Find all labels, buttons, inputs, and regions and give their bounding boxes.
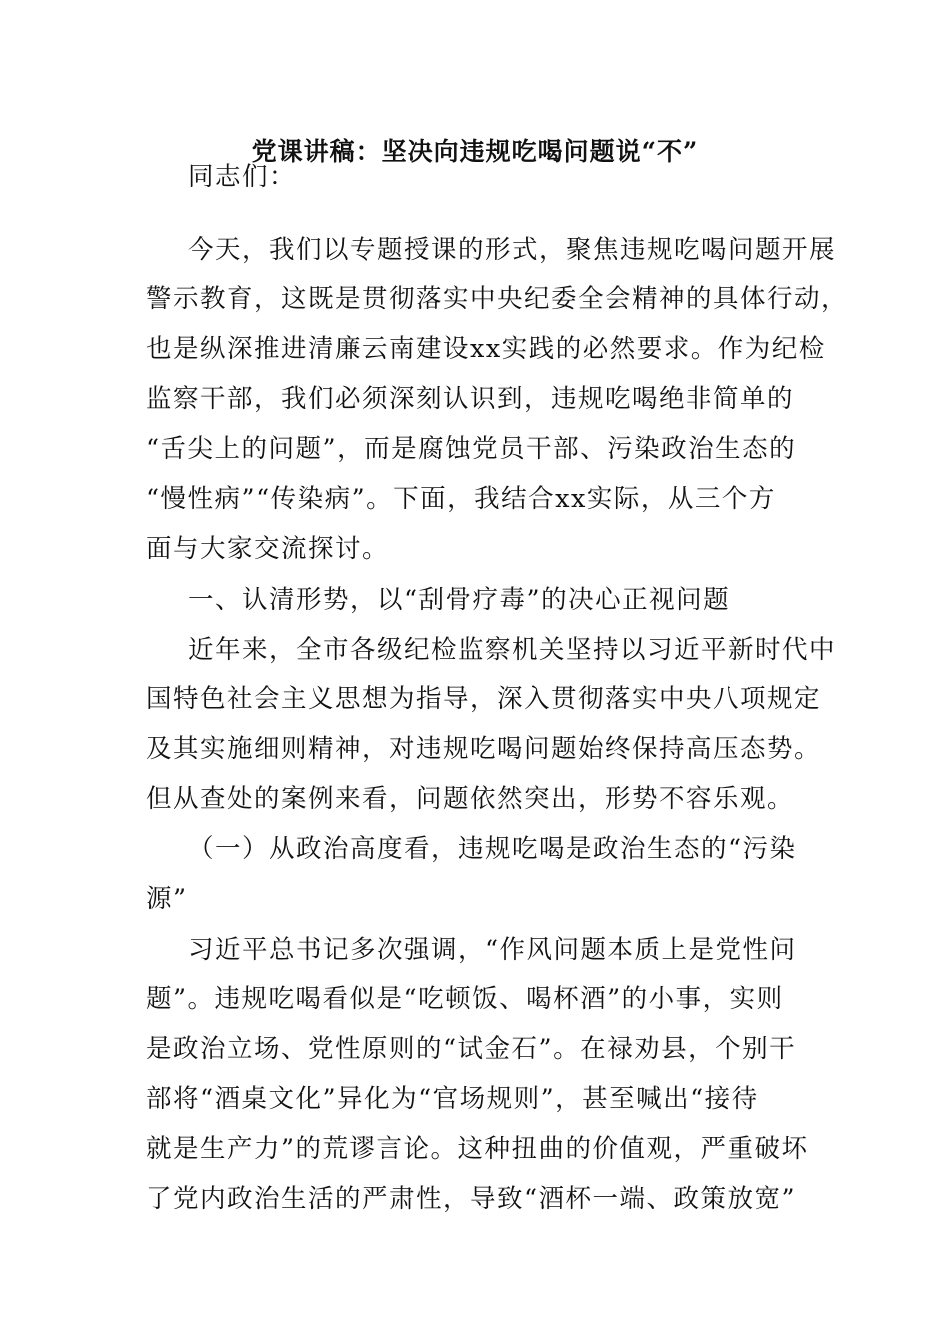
paragraph-line: 就是生产力”的荒谬言论。这种扭曲的价值观，严重破坏 (146, 1134, 809, 1164)
paragraph-line: 及其实施细则精神，对违规吃喝问题始终保持高压态势。 (146, 734, 822, 764)
paragraph-line: 题”。违规吃喝看似是“吃顿饭、喝杯酒”的小事，实则 (146, 984, 784, 1014)
paragraph-line: 警示教育，这既是贯彻落实中央纪委全会精神的具体行动， (146, 284, 849, 314)
paragraph-line: 但从查处的案例来看，问题依然突出，形势不容乐观。 (146, 784, 795, 814)
paragraph-line: 面与大家交流探讨。 (146, 534, 390, 564)
subsection-heading: （一）从政治高度看，违规吃喝是政治生态的“污染 (188, 834, 797, 864)
paragraph-line: 监察干部，我们必须深刻认识到，违规吃喝绝非简单的 (146, 384, 795, 414)
paragraph-line: “舌尖上的问题”，而是腐蚀党员干部、污染政治生态的 (146, 434, 797, 464)
paragraph-line: 部将“酒桌文化”异化为“官场规则”，甚至喊出“接待 (146, 1084, 759, 1114)
section-heading: 一、认清形势，以“刮骨疗毒”的决心正视问题 (188, 585, 731, 615)
salutation-line: 同志们： (188, 162, 297, 192)
paragraph-line: 国特色社会主义思想为指导，深入贯彻落实中央八项规定 (146, 684, 822, 714)
paragraph-line: 是政治立场、党性原则的“试金石”。在禄劝县，个别干 (146, 1034, 797, 1064)
document-title: 党课讲稿：坚决向违规吃喝问题说“不” (251, 137, 699, 166)
paragraph-line: 习近平总书记多次强调，“作风问题本质上是党性问 (188, 935, 797, 965)
paragraph-line: 今天，我们以专题授课的形式，聚焦违规吃喝问题开展 (188, 235, 837, 265)
paragraph-line: 也是纵深推进清廉云南建设xx实践的必然要求。作为纪检 (146, 334, 826, 364)
paragraph-line: “慢性病”“传染病”。下面，我结合xx实际，从三个方 (146, 484, 776, 514)
subsection-heading-continued: 源” (146, 884, 188, 914)
paragraph-line: 近年来，全市各级纪检监察机关坚持以习近平新时代中 (188, 635, 837, 665)
paragraph-line: 了党内政治生活的严肃性，导致“酒杯一端、政策放宽” (146, 1184, 797, 1214)
